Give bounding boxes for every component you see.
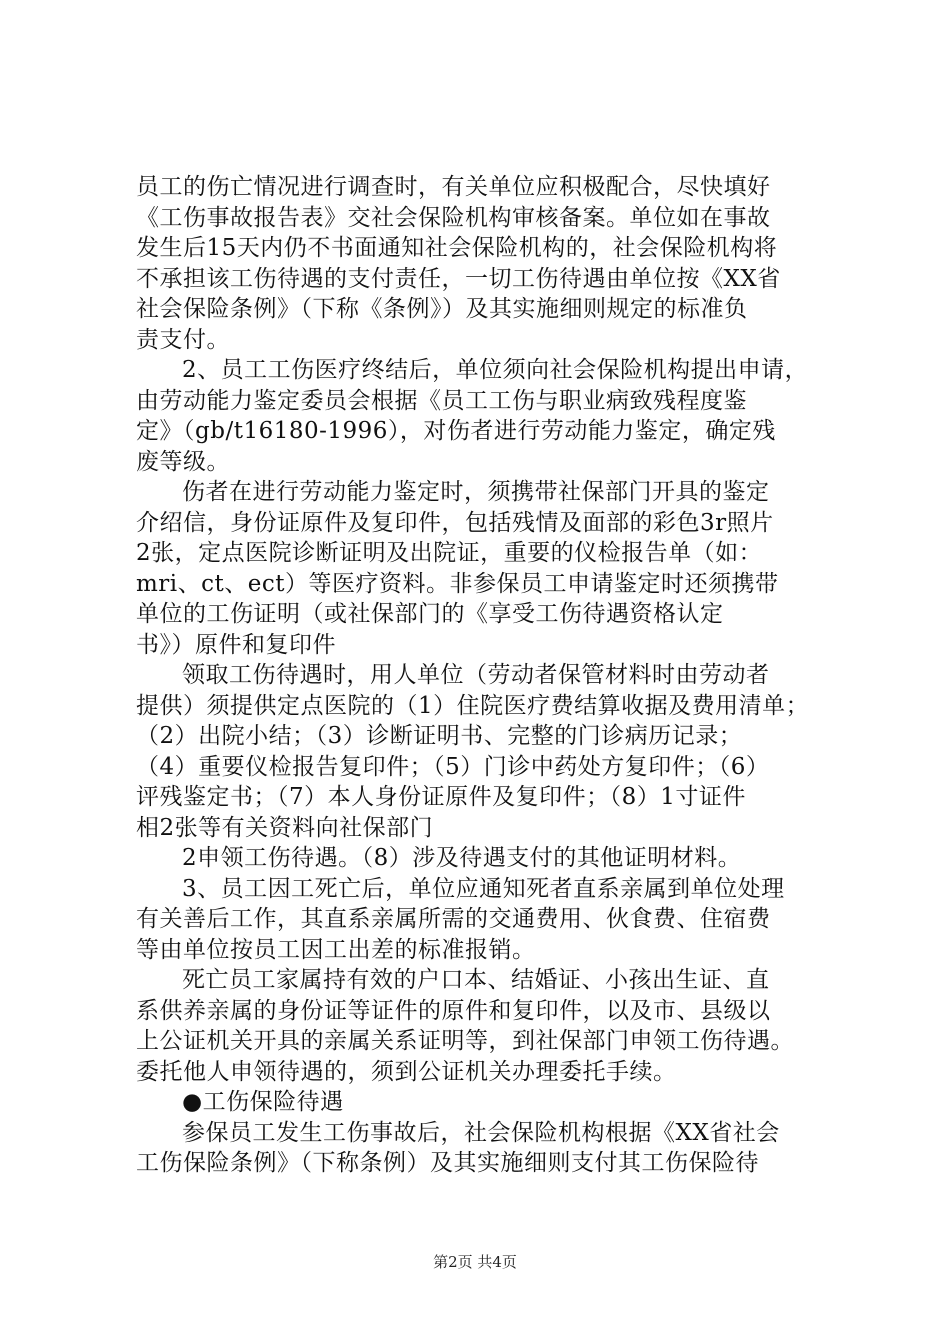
text-line: 提供）须提供定点医院的（1）住院医疗费结算收据及费用清单； — [136, 692, 810, 719]
text-line: 不承担该工伤待遇的支付责任，一切工伤待遇由单位按《XX省 — [136, 265, 781, 292]
text-line: 2、员工工伤医疗终结后，单位须向社会保险机构提出申请， — [182, 357, 809, 383]
text-line: 评残鉴定书；（7）本人身份证原件及复印件；（8）1寸证件 — [136, 784, 746, 810]
text-line: 有关善后工作，其直系亲属所需的交通费用、伙食费、住宿费 — [136, 906, 771, 932]
text-line: 书》）原件和复印件 — [136, 631, 336, 658]
text-line: 2张，定点医院诊断证明及出院证，重要的仪检报告单（如： — [136, 540, 763, 566]
text-line: 发生后15天内仍不书面通知社会保险机构的，社会保险机构将 — [136, 235, 778, 261]
text-line: 等由单位按员工因工出差的标准报销。 — [136, 936, 536, 963]
document-body — [136, 172, 836, 1179]
text-line: 工伤保险条例》（下称条例）及其实施细则支付其工伤保险待 — [136, 1150, 759, 1176]
text-line: 社会保险条例》（下称《条例》）及其实施细则规定的标准负 — [136, 296, 748, 322]
text-line: 单位的工伤证明（或社保部门的《享受工伤待遇资格认定 — [136, 601, 724, 627]
text-line: 委托他人申领待遇的，须到公证机关办理委托手续。 — [136, 1058, 677, 1085]
text-line: 《工伤事故报告表》交社会保险机构审核备案。单位如在事故 — [136, 204, 771, 231]
text-line: ●工伤保险待遇 — [182, 1089, 344, 1115]
text-line: 责支付。 — [136, 326, 230, 353]
text-line: 2申领工伤待遇。（8）涉及待遇支付的其他证明材料。 — [182, 845, 742, 871]
text-line: 死亡员工家属持有效的户口本、结婚证、小孩出生证、直 — [182, 967, 770, 993]
text-line: 定》（gb/t16180-1996），对伤者进行劳动能力鉴定，确定残 — [136, 418, 776, 444]
text-line: 系供养亲属的身份证等证件的原件和复印件，以及市、县级以 — [136, 997, 771, 1024]
page-footer: 第2页 共4页 — [433, 1253, 517, 1271]
text-line: 员工的伤亡情况进行调查时，有关单位应积极配合，尽快填好 — [136, 174, 771, 200]
text-line: （2）出院小结；（3）诊断证明书、完整的门诊病历记录； — [136, 723, 743, 749]
text-line: 介绍信，身份证原件及复印件，包括残情及面部的彩色3r照片 — [136, 509, 774, 536]
text-line: 伤者在进行劳动能力鉴定时，须携带社保部门开具的鉴定 — [182, 479, 770, 505]
text-line: 领取工伤待遇时，用人单位（劳动者保管材料时由劳动者 — [182, 662, 770, 688]
text-line: 上公证机关开具的亲属关系证明等，到社保部门申领工伤待遇。 — [136, 1028, 794, 1054]
text-line: 参保员工发生工伤事故后，社会保险机构根据《XX省社会 — [182, 1119, 780, 1146]
text-line: 相2张等有关资料向社保部门 — [136, 814, 434, 841]
text-line: mri、ct、ect）等医疗资料。非参保员工申请鉴定时还须携带 — [136, 570, 779, 597]
text-line: 3、员工因工死亡后，单位应通知死者直系亲属到单位处理 — [182, 875, 785, 902]
text-line: 由劳动能力鉴定委员会根据《员工工伤与职业病致残程度鉴 — [136, 387, 747, 414]
text-line: 废等级。 — [136, 448, 230, 475]
text-line: （4）重要仪检报告复印件；（5）门诊中药处方复印件；（6） — [136, 753, 770, 780]
